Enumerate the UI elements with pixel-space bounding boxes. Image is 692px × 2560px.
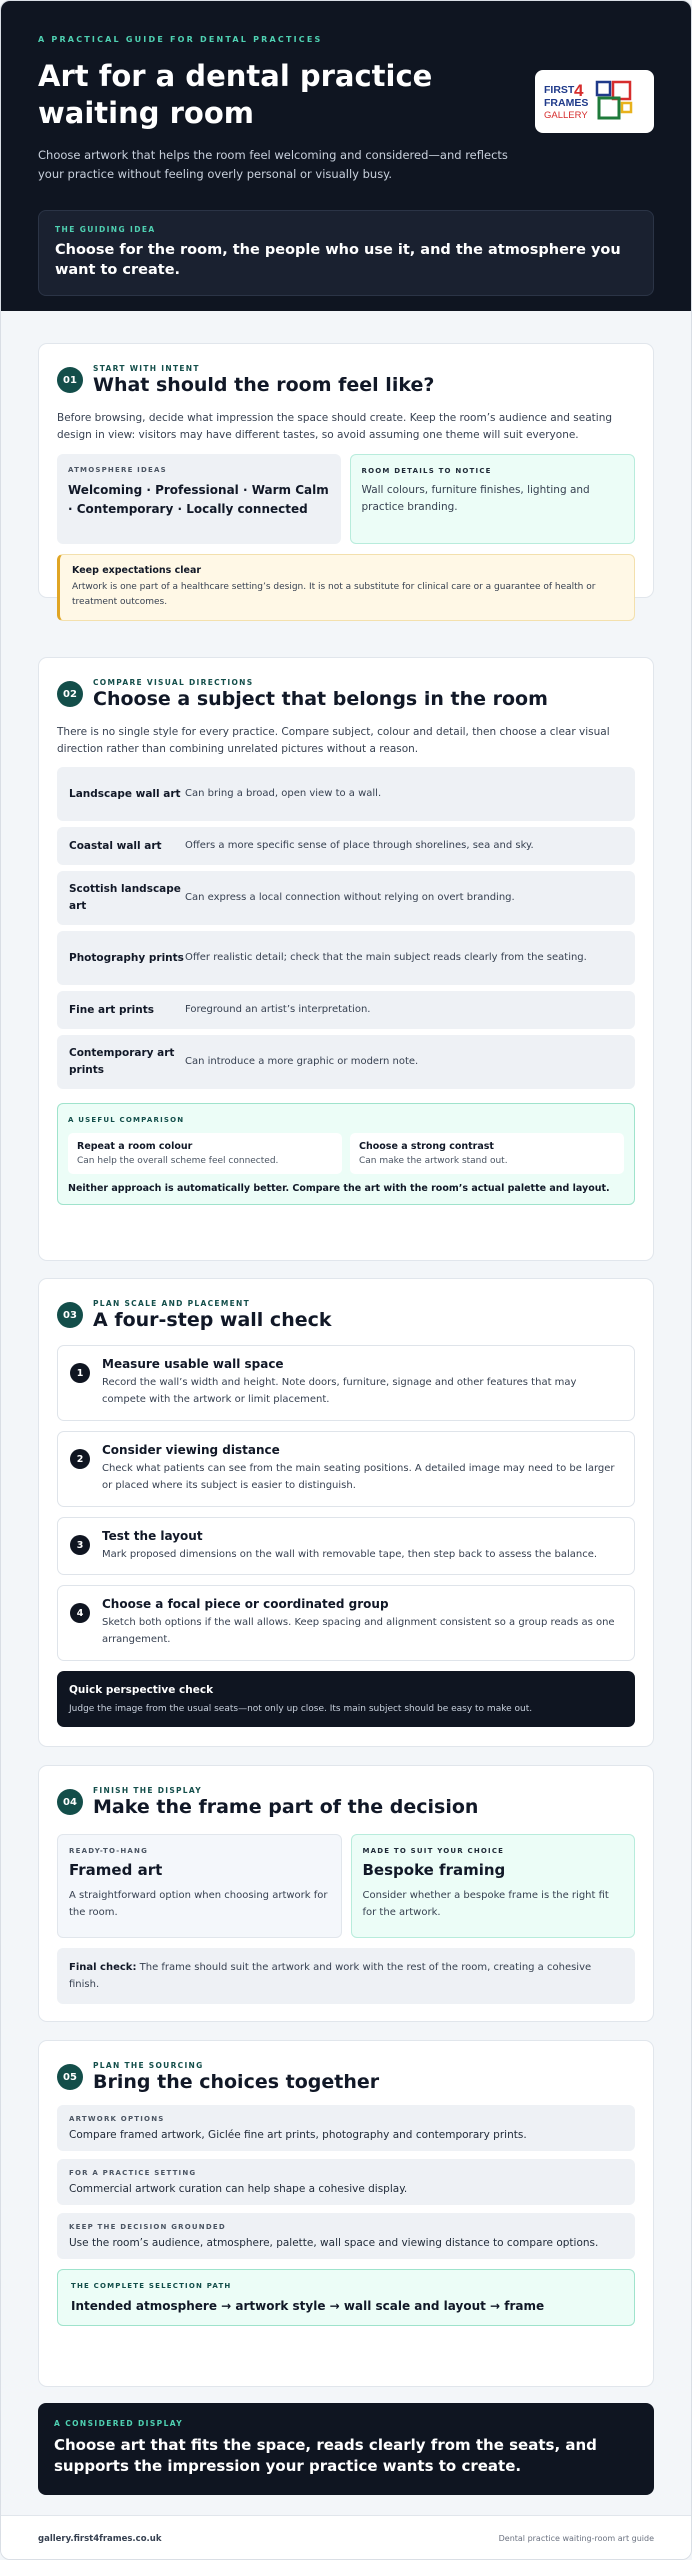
section-kicker: COMPARE VISUAL DIRECTIONS — [93, 678, 254, 687]
bespoke-title: Bespoke framing — [362, 1861, 506, 1879]
footer-url-link[interactable]: gallery.first4frames.co.uk — [38, 2533, 162, 2544]
expectations-note — [57, 554, 635, 621]
section-choose-subject — [38, 657, 654, 1261]
page-title: Art for a dental practice waiting room — [38, 59, 433, 130]
subject-description: Can bring a broad, open view to a wall. — [185, 788, 382, 799]
section-title: Make the frame part of the decision — [93, 1796, 479, 1818]
bespoke-framing-card — [351, 1834, 636, 1938]
final-check-text: The frame should suit the artwork and work with the rest of the room, creating a cohesive finish. — [69, 1962, 592, 1990]
quick-check-text: Judge the image from the usual seats—not only up close. Its main subject should be easy to make out. — [69, 1704, 533, 1714]
option-text: Compare framed artwork, Giclée fine art prints, photography and contemporary prints. — [69, 2129, 527, 2141]
room-details-text: Wall colours, furniture finishes, lighting and practice branding. — [361, 484, 590, 513]
section-number: 03 — [57, 1302, 83, 1328]
comparison-card — [68, 1133, 342, 1174]
section-kicker: FINISH THE DISPLAY — [93, 1786, 203, 1795]
hero-intro: Choose artwork that helps the room feel welcoming and considered—and reflects your practice without feeling overly personal or visually busy. — [38, 148, 508, 181]
option-label: KEEP THE DECISION GROUNDED — [69, 2223, 226, 2231]
framed-art-card — [57, 1834, 342, 1938]
step-card — [57, 1517, 635, 1575]
step-number: 2 — [70, 1449, 90, 1469]
framed-text: A straightforward option when choosing artwork for the room. — [69, 1890, 328, 1918]
option-list — [57, 2105, 635, 2259]
quick-perspective-check — [57, 1671, 635, 1727]
section-number: 02 — [57, 681, 83, 707]
svg-text:GALLERY: GALLERY — [543, 109, 588, 121]
option-label: ARTWORK OPTIONS — [69, 2115, 165, 2123]
atmosphere-label: ATMOSPHERE IDEAS — [68, 466, 167, 474]
subject-list — [57, 767, 635, 1089]
step-text: Record the wall’s width and height. Note doors, furniture, signage and other features that may compete with the artwork or limit placement. — [102, 1377, 577, 1405]
section-kicker: PLAN SCALE AND PLACEMENT — [93, 1299, 250, 1308]
framed-label: READY-TO-HANG — [69, 1847, 149, 1855]
option-card — [57, 2213, 635, 2259]
note-text: Artwork is one part of a healthcare setting’s design. It is not a substitute for clinical care or a guarantee of health or treatment outcomes. — [72, 582, 596, 607]
guiding-label: THE GUIDING IDEA — [55, 225, 156, 234]
subject-name: Coastal wall art — [69, 839, 162, 852]
closing-kicker: A CONSIDERED DISPLAY — [54, 2419, 184, 2428]
option-card — [57, 2105, 635, 2151]
option-text: Commercial artwork curation can help shape a cohesive display. — [69, 2183, 408, 2195]
closing-banner — [38, 2403, 654, 2495]
comparison-footnote: Neither approach is automatically better. Compare the art with the room’s actual palette and layout. — [68, 1183, 610, 1194]
step-card — [57, 1585, 635, 1661]
comparison-card — [350, 1133, 624, 1174]
step-title: Test the layout — [102, 1529, 203, 1543]
section-room-feel — [38, 343, 654, 607]
step-title: Measure usable wall space — [102, 1357, 284, 1371]
section-wall-check — [38, 1278, 654, 1747]
step-text: Sketch both options if the wall allows. Keep spacing and alignment consistent so a group reads as one arrangement. — [102, 1617, 615, 1645]
guiding-statement: Choose for the room, the people who use it, and the atmosphere you want to create. — [55, 242, 621, 278]
section-sourcing — [38, 2040, 654, 2387]
final-check — [57, 1948, 635, 2004]
option-text: Use the room’s audience, atmosphere, palette, wall space and viewing distance to compare options. — [69, 2237, 599, 2249]
comparison-text: Can make the artwork stand out. — [359, 1156, 508, 1166]
step-number: 1 — [70, 1363, 90, 1383]
closing-statement: Choose art that fits the space, reads clearly from the seats, and supports the impression your practice wants to create. — [54, 2436, 597, 2475]
subject-description: Offer realistic detail; check that the main subject reads clearly from the seating. — [185, 952, 587, 963]
subject-row — [57, 991, 635, 1029]
option-label: FOR A PRACTICE SETTING — [69, 2169, 197, 2177]
quick-check-title: Quick perspective check — [69, 1684, 214, 1696]
comparison-title: Repeat a room colour — [77, 1141, 193, 1152]
first4frames-logo[interactable] — [535, 70, 654, 133]
footer-caption: Dental practice waiting-room art guide — [498, 2534, 654, 2543]
section-body: Before browsing, decide what impression the space should create. Keep the room’s audience and seating design in view: visitors may have different tastes, so avoid assuming one theme will suit everyone. — [57, 412, 613, 441]
useful-comparison-box — [57, 1103, 635, 1205]
subject-name: Fine art prints — [69, 1003, 154, 1016]
comparison-text: Can help the overall scheme feel connected. — [77, 1156, 279, 1166]
section-kicker: PLAN THE SOURCING — [93, 2061, 204, 2070]
subject-name: Landscape wall art — [69, 787, 181, 800]
guiding-idea-box — [38, 210, 654, 296]
selection-path-box — [57, 2269, 635, 2326]
subject-row — [57, 767, 635, 821]
step-number: 3 — [70, 1535, 90, 1555]
atmosphere-words: Welcoming · Professional · Warm Calm · Contemporary · Locally connected — [68, 483, 329, 516]
note-title: Keep expectations clear — [72, 565, 202, 576]
bespoke-text: Consider whether a bespoke frame is the right fit for the artwork. — [362, 1890, 609, 1918]
step-title: Consider viewing distance — [102, 1443, 280, 1457]
step-list — [57, 1345, 635, 1661]
section-title: A four-step wall check — [93, 1309, 332, 1331]
section-number: 05 — [57, 2064, 83, 2090]
atmosphere-ideas-card — [57, 454, 341, 544]
subject-name: Scottish landscape art — [69, 883, 181, 912]
step-text: Mark proposed dimensions on the wall with removable tape, then step back to assess the balance. — [102, 1549, 598, 1560]
room-details-card — [350, 454, 636, 544]
subject-name: Contemporary art prints — [69, 1047, 175, 1076]
subject-row — [57, 871, 635, 925]
subject-description: Offers a more specific sense of place through shorelines, sea and sky. — [185, 840, 534, 851]
subject-row — [57, 1035, 635, 1089]
section-body: There is no single style for every practice. Compare subject, colour and detail, then choose a clear visual direction rather than combining unrelated pictures without a reason. — [57, 726, 610, 755]
step-card — [57, 1345, 635, 1421]
selection-path-text: Intended atmosphere → artwork style → wall scale and layout → frame — [71, 2299, 545, 2313]
comparison-label: A USEFUL COMPARISON — [68, 1116, 185, 1124]
subject-description: Can introduce a more graphic or modern note. — [185, 1056, 419, 1067]
room-details-label: ROOM DETAILS TO NOTICE — [361, 467, 492, 475]
subject-row — [57, 931, 635, 985]
section-kicker: START WITH INTENT — [93, 364, 200, 373]
svg-text:4: 4 — [573, 80, 583, 100]
section-frame-decision — [38, 1765, 654, 2022]
hero-kicker: A PRACTICAL GUIDE FOR DENTAL PRACTICES — [38, 35, 323, 44]
section-title: Choose a subject that belongs in the room — [93, 688, 548, 710]
footer — [1, 2515, 691, 2560]
subject-description: Can express a local connection without relying on overt branding. — [185, 892, 515, 903]
section-number: 01 — [57, 367, 83, 393]
step-number: 4 — [70, 1603, 90, 1623]
svg-text:FRAMES: FRAMES — [543, 96, 588, 109]
step-text: Check what patients can see from the main seating positions. A detailed image may need to be larger or placed where its subject is easier to distinguish. — [102, 1463, 615, 1491]
option-card — [57, 2159, 635, 2205]
section-title: What should the room feel like? — [93, 374, 435, 396]
framed-title: Framed art — [69, 1861, 163, 1879]
step-title: Choose a focal piece or coordinated group — [102, 1597, 389, 1611]
final-check-label: Final check: — [69, 1962, 137, 1973]
step-card — [57, 1431, 635, 1507]
subject-description: Foreground an artist’s interpretation. — [185, 1004, 371, 1015]
selection-path-label: THE COMPLETE SELECTION PATH — [71, 2282, 232, 2290]
hero-header — [1, 1, 691, 311]
section-title: Bring the choices together — [93, 2071, 380, 2093]
section-number: 04 — [57, 1789, 83, 1815]
comparison-title: Choose a strong contrast — [359, 1141, 494, 1152]
bespoke-label: MADE TO SUIT YOUR CHOICE — [362, 1847, 505, 1855]
svg-text:FIRST: FIRST — [543, 83, 574, 96]
subject-row — [57, 827, 635, 865]
subject-name: Photography prints — [69, 951, 184, 964]
